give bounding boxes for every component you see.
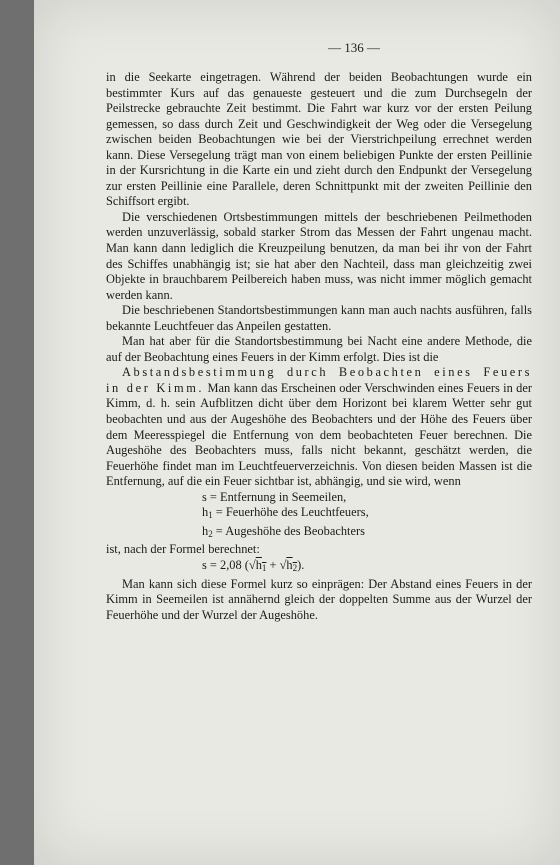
h2-symbol: h bbox=[202, 523, 209, 538]
formula-block bbox=[106, 490, 532, 577]
paragraph-5-text: Man kann das Erscheinen oder Verschwinden eines Feuers in der Kimm, d. h. sein Aufblitzen dicht über dem Horizont bei klarem Wetter sehr gut beobachten und aus der Augeshöhe des Beobachters und der Höhe des Feuers über dem Meeresspiegel die Entfernung von dem beobachteten Feuer berechnen. Die Augeshöhe des Beobachters muss, falls nicht bekannt, geschätzt werden, die Feuerhöhe findet man im Leuchtfeuerverzeichnis. Von diesen beiden Massen ist die Entfernung, auf die ein Feuer sichtbar ist, abhängig, und sie wird, wenn bbox=[106, 380, 532, 489]
eq-plus: + √ bbox=[266, 557, 287, 572]
eq-prefix: s = 2,08 (√ bbox=[202, 557, 256, 572]
formula-intro: ist, nach der Formel berechnet: bbox=[106, 542, 260, 557]
paragraph-4: Man hat aber für die Standortsbestimmung bei Nacht eine andere Methode, die auf der Beobachtung eines Feuers in der Kimm erfolgt. Dies ist die bbox=[106, 334, 532, 364]
section-heading: Abstandsbestimmung durch Beobachten eines Feuers in der Kimm. bbox=[106, 365, 532, 395]
eq-h1: h bbox=[255, 557, 262, 572]
paragraph-5 bbox=[106, 365, 532, 489]
page-number: — 136 — bbox=[328, 40, 380, 55]
paragraph-3: Die beschriebenen Standortsbestimmungen kann man auch nachts ausführen, falls bekannte Leuchtfeuer das Anpeilen gestatten. bbox=[106, 303, 532, 333]
formula-equation bbox=[106, 558, 532, 577]
eq-h2-radicand bbox=[286, 558, 297, 572]
h2-subscript: 2 bbox=[208, 528, 213, 539]
formula-def-h1 bbox=[106, 505, 532, 524]
h1-symbol: h bbox=[202, 505, 209, 520]
paragraph-1: in die Seekarte eingetragen. Während der beiden Beobachtungen wurde ein bestimmter Kurs auf das genaueste gesteuert und die zum Durchsegeln der Peilstrecke gebrauchte Zeit bestimmt. Die Fahrt war kurz vor der ersten Peilung gemessen, so dass durch Zeit und Geschwindigkeit der Weg oder die Versegelung zwischen beiden Beobachtungen wie bei der Vierstrichpeilung errechnet werden kann. Diese Versegelung trägt man von einem beliebigen Punkte der ersten Peillinie in der Kursrichtung in die Karte ein und zieht durch den Endpunkt der Versegelung zur ersten Peillinie eine Parallele, deren Schnittpunkt mit der zweiten Peillinie den Schiffsort ergibt. bbox=[106, 70, 532, 209]
paragraph-2: Die verschiedenen Ortsbestimmungen mittels der beschriebenen Peilmethoden werden unzuverlässig, sobald starker Strom das Messen der Fahrt ungenau macht. Man kann dann lediglich die Kreuzpeilung benutzen, da man bei ihr von der Fahrt des Schiffes unabhängig ist; sie hat aber den Nachteil, dass man gleichzeitig zwei Objekte in brauchbarem Peilbereich haben muss, was nicht immer möglich gemacht werden kann. bbox=[106, 209, 532, 302]
formula-def-h2 bbox=[106, 524, 532, 543]
h1-definition: = Feuerhöhe des Leuchtfeuers, bbox=[212, 505, 369, 520]
eq-suffix: ). bbox=[297, 557, 305, 572]
eq-h2-sub: 2 bbox=[292, 562, 298, 573]
h2-definition: = Augeshöhe des Beobachters bbox=[212, 523, 365, 538]
h1-subscript: 1 bbox=[208, 510, 213, 521]
eq-h1-sub: 1 bbox=[261, 562, 267, 573]
eq-h2: h bbox=[286, 557, 293, 572]
body-text bbox=[106, 70, 532, 623]
eq-h1-radicand bbox=[256, 558, 267, 572]
paragraph-6: Man kann sich diese Formel kurz so einprägen: Der Abstand eines Feuers in der Kimm in Seemeilen ist annähernd gleich der doppelten Summe aus der Wurzel der Feuerhöhe und der Wurzel der Augeshöhe. bbox=[106, 576, 532, 622]
formula-def-s: s = Entfernung in Seemeilen, bbox=[202, 489, 347, 504]
